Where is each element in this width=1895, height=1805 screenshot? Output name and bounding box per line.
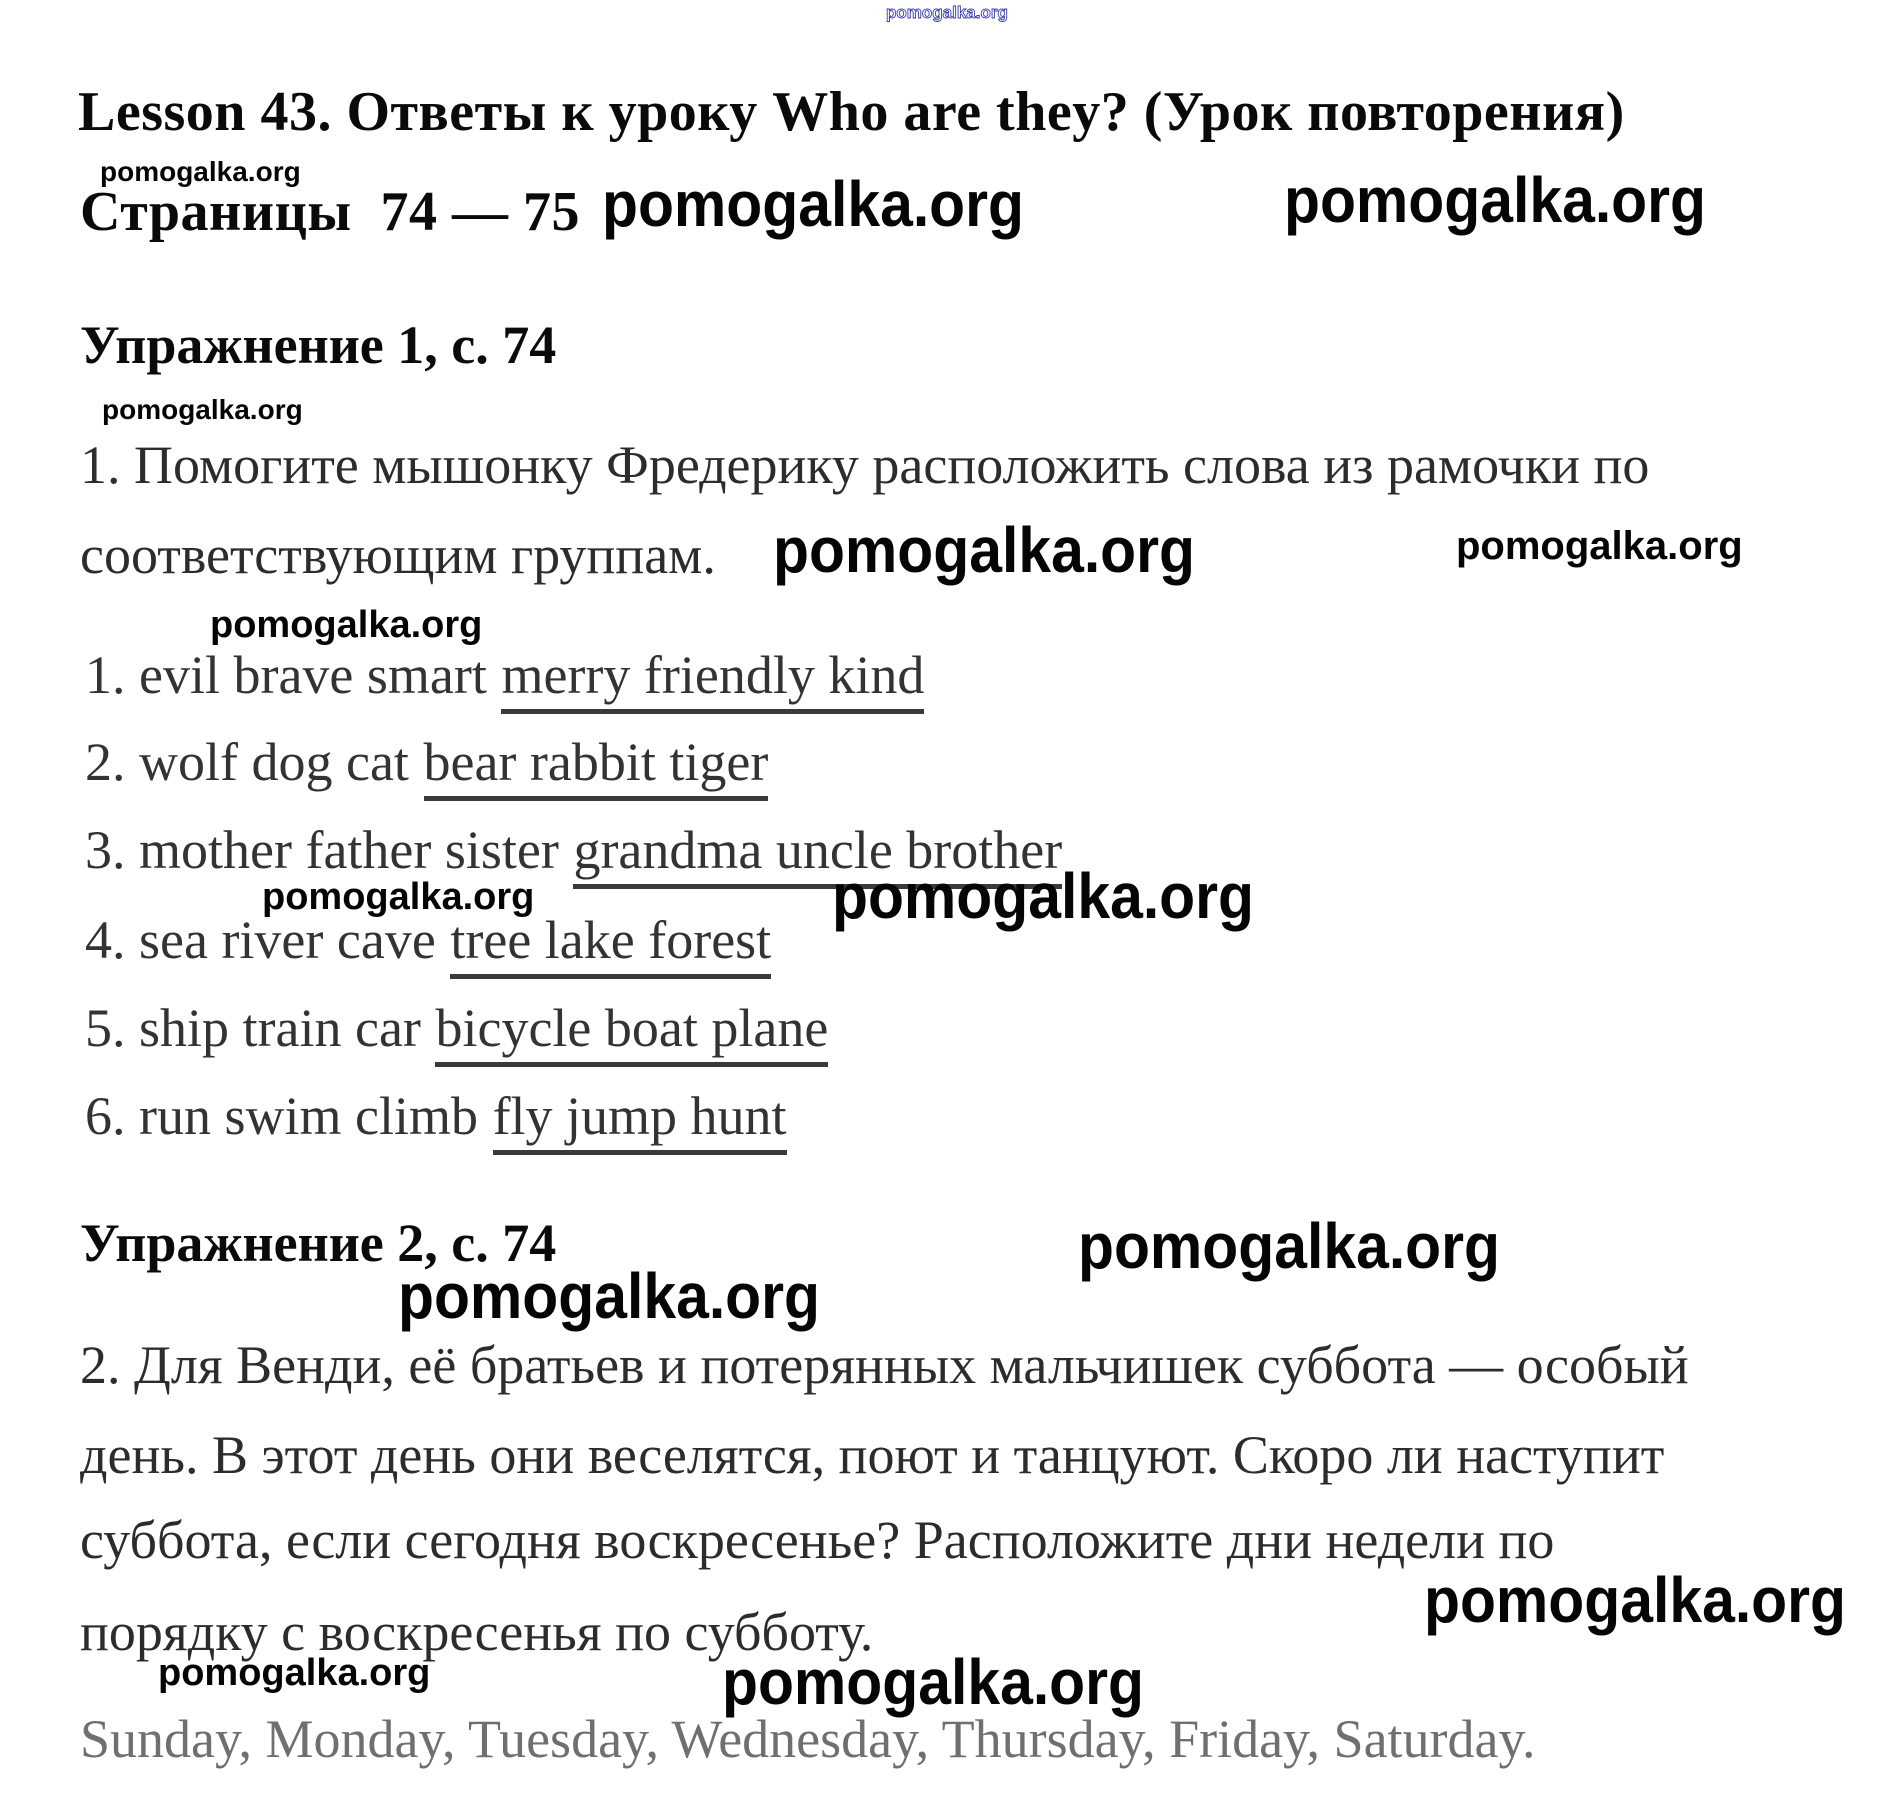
pages-label: Страницы 74 — 75 [80, 181, 581, 243]
exercise1-task-line-2: соответствующим группам. [80, 525, 716, 585]
watermark-above-item1: pomogalka.org [210, 604, 483, 646]
watermark-text: pomogalka.org [722, 1646, 1145, 1718]
word-group-given: 5. ship train car [85, 998, 421, 1058]
watermark-text: pomogalka.org [398, 1260, 821, 1332]
word-group-row [85, 1086, 787, 1146]
exercise2-heading: Упражнение 2, с. 74 [80, 1213, 557, 1273]
exercise2-task-line-1: 2. Для Венди, её братьев и потерянных мальчишек суббота — особый [80, 1335, 1689, 1395]
word-group-given: 2. wolf dog cat [85, 732, 409, 792]
exercise1-heading: Упражнение 1, с. 74 [80, 315, 557, 375]
watermark-inline-task1 [773, 514, 1232, 586]
watermark-text: pomogalka.org [1284, 164, 1707, 236]
exercise2-task-line-3: суббота, если сегодня воскресенье? Расположите дни недели по [80, 1510, 1555, 1570]
word-group-answer: fly jump hunt [493, 1086, 787, 1155]
word-group-row [85, 998, 829, 1058]
exercise2-task-line-2: день. В этот день они веселятся, поют и танцуют. Скоро ли наступит [80, 1425, 1665, 1485]
word-group-answer: grandma uncle brother [573, 820, 1062, 889]
exercise1-task-line-1: 1. Помогите мышонку Фредерику расположить слова из рамочки по [80, 435, 1650, 495]
lesson-title: Lesson 43. Ответы к уроку Who are they? (Урок повторения) [78, 81, 1625, 143]
exercise2-task-line-4: порядку с воскресенья по субботу. [80, 1602, 874, 1662]
word-group-row [85, 732, 769, 792]
watermark-top-blue: pomogalka.org [886, 3, 1008, 22]
watermark-above-task1: pomogalka.org [102, 394, 303, 425]
watermark-above-item4: pomogalka.org [262, 876, 535, 918]
exercise2-answer: Sunday, Monday, Tuesday, Wednesday, Thursday, Friday, Saturday. [80, 1709, 1536, 1769]
watermark-text: pomogalka.org [1078, 1210, 1501, 1282]
word-group-answer: tree lake forest [450, 910, 771, 979]
watermark-right-bottom [1424, 1564, 1883, 1636]
watermark-right-exercise2 [1078, 1210, 1537, 1282]
word-group-given: 6. run swim climb [85, 1086, 478, 1146]
watermark-text: pomogalka.org [773, 514, 1196, 586]
watermark-text: pomogalka.org [602, 168, 1025, 240]
word-group-row [85, 910, 772, 970]
watermark-under-title: pomogalka.org [100, 156, 301, 187]
watermark-bottom-small: pomogalka.org [158, 1652, 431, 1694]
watermark-inline-pages [602, 168, 1061, 240]
word-group-given: 1. evil brave smart [85, 645, 487, 705]
word-group-row [85, 645, 925, 705]
watermark-text: pomogalka.org [832, 860, 1255, 932]
word-group-answer: bicycle boat plane [435, 998, 828, 1067]
watermark-right-pages [1284, 164, 1743, 236]
watermark-right-task1: pomogalka.org [1456, 524, 1743, 568]
word-group-answer: merry friendly kind [501, 645, 924, 714]
watermark-bottom-center [722, 1646, 1181, 1718]
watermark-text: pomogalka.org [1424, 1564, 1847, 1636]
word-group-given: 3. mother father sister [85, 820, 559, 880]
watermark-big-above-item4 [832, 860, 1291, 932]
word-group-answer: bear rabbit tiger [424, 732, 769, 801]
word-group-given: 4. sea river cave [85, 910, 436, 970]
watermark-below-exercise2 [398, 1260, 857, 1332]
